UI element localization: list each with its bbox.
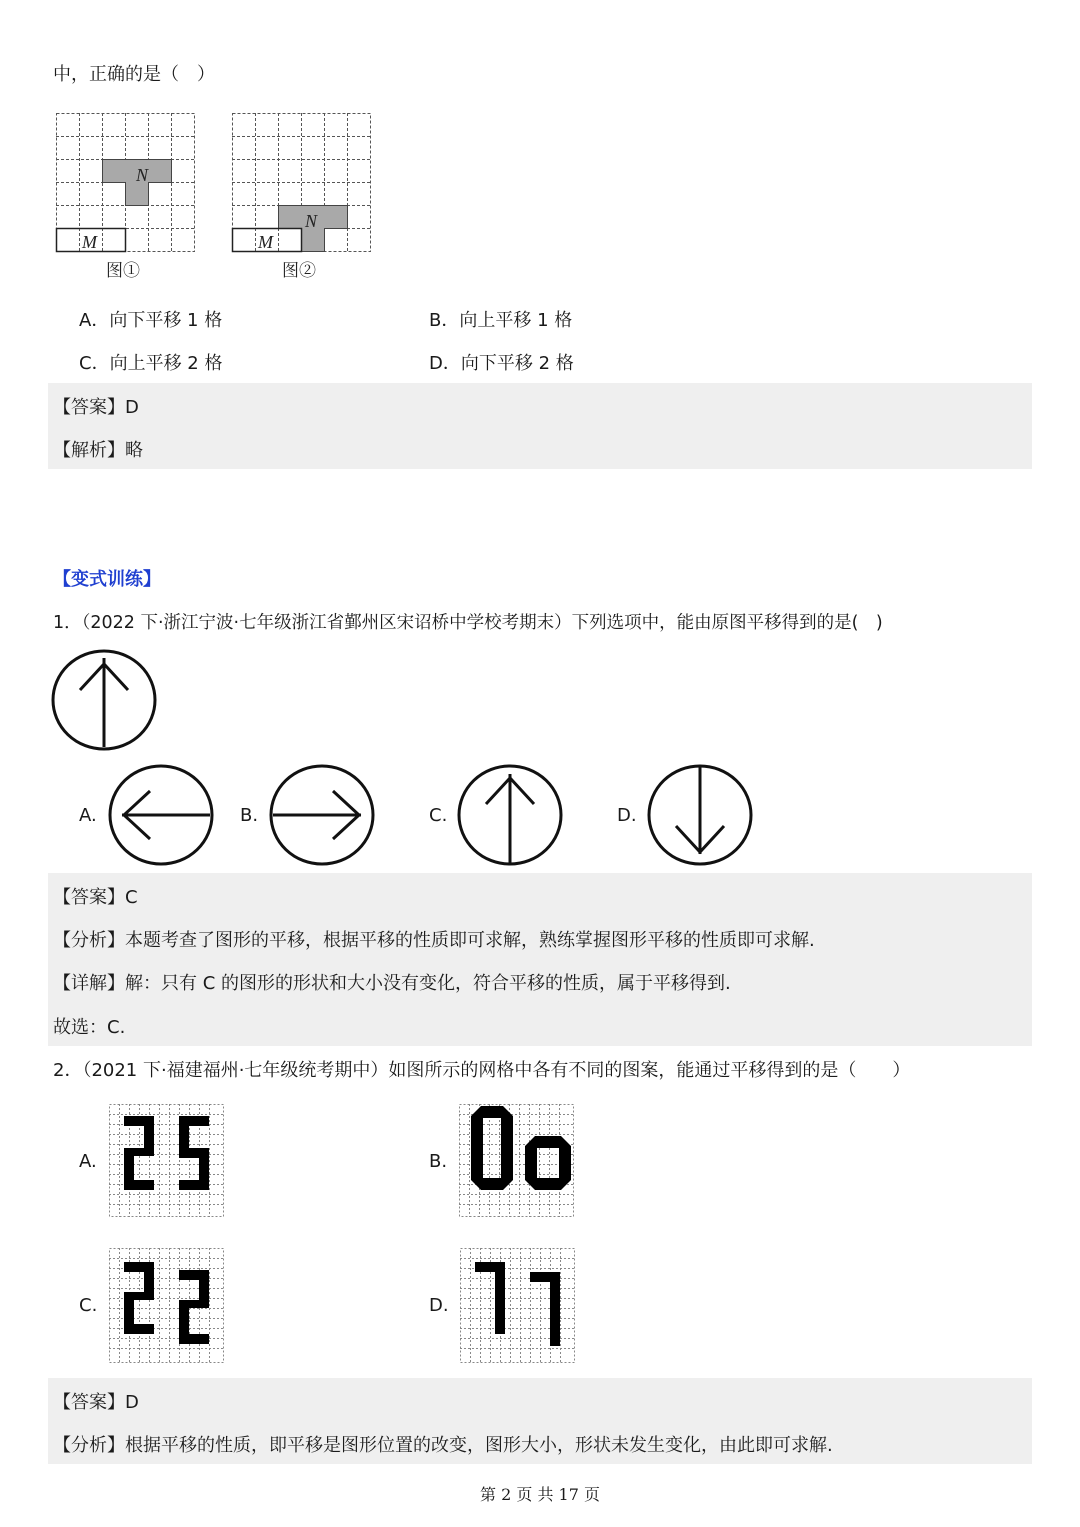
section-heading: 【变式训练】 — [53, 569, 161, 590]
grid-pattern-c — [109, 1248, 225, 1364]
q1-option-a-label: A. — [79, 805, 97, 826]
label-m: M — [258, 232, 273, 252]
grid-figure-1 — [56, 113, 198, 283]
q1-analysis: 【分析】本题考查了图形的平移，根据平移的性质即可求解，熟练掌握图形平移的性质即可求解. — [53, 930, 815, 951]
label-n: N — [136, 165, 149, 185]
page-footer: 第 2 页 共 17 页 — [480, 1485, 600, 1504]
q2-analysis: 【分析】根据平移的性质，即平移是图形位置的改变，图形大小，形状未发生变化，由此即可求解. — [53, 1435, 833, 1456]
option-c: C．向上平移 2 格 — [79, 353, 223, 374]
q1-option-b-label: B. — [240, 805, 259, 826]
grid-pattern-b — [459, 1104, 575, 1218]
down-arrow-figure — [647, 764, 753, 866]
grid-pattern-a — [109, 1104, 225, 1218]
figure-caption: 图① — [106, 261, 140, 281]
up-arrow-figure — [457, 764, 563, 866]
answer-box — [48, 383, 1032, 469]
analysis-line: 【解析】略 — [53, 440, 143, 461]
q1-detail: 【详解】解：只有 C 的图形的形状和大小没有变化，符合平移的性质，属于平移得到. — [53, 973, 731, 994]
question-1-stem: 1．（2022 下·浙江宁波·七年级浙江省鄞州区宋诏桥中学校考期末）下列选项中，能由原图平移得到的是( ) — [53, 613, 883, 633]
grid-pattern-d — [460, 1248, 576, 1364]
answer-box-1 — [48, 873, 1032, 1046]
question-2-stem: 2．（2021 下·福建福州·七年级统考期中）如图所示的网格中各有不同的图案，能通过平移得到的是（ ） — [53, 1060, 911, 1081]
q1-option-d-label: D. — [617, 805, 637, 826]
figure-caption: 图② — [282, 261, 316, 281]
q2-answer: 【答案】D — [53, 1392, 139, 1413]
question-stem-tail: 中，正确的是（ ） — [53, 64, 215, 85]
right-arrow-figure — [269, 764, 375, 866]
left-arrow-figure — [108, 764, 214, 866]
original-up-arrow-figure — [51, 648, 157, 752]
option-d: D．向下平移 2 格 — [429, 353, 574, 374]
grid-figure-2 — [232, 113, 374, 283]
q1-answer: 【答案】C — [53, 887, 138, 908]
option-a: A．向下平移 1 格 — [79, 310, 223, 331]
q1-conclusion: 故选：C. — [53, 1017, 126, 1038]
answer-line: 【答案】D — [53, 397, 139, 418]
label-m: M — [82, 232, 97, 252]
q2-option-b-label: B. — [429, 1151, 448, 1172]
q2-option-d-label: D. — [429, 1295, 449, 1316]
q2-option-c-label: C. — [79, 1295, 98, 1316]
option-b: B．向上平移 1 格 — [429, 310, 573, 331]
label-n: N — [305, 211, 318, 231]
q1-option-c-label: C. — [429, 805, 448, 826]
q2-option-a-label: A. — [79, 1151, 97, 1172]
